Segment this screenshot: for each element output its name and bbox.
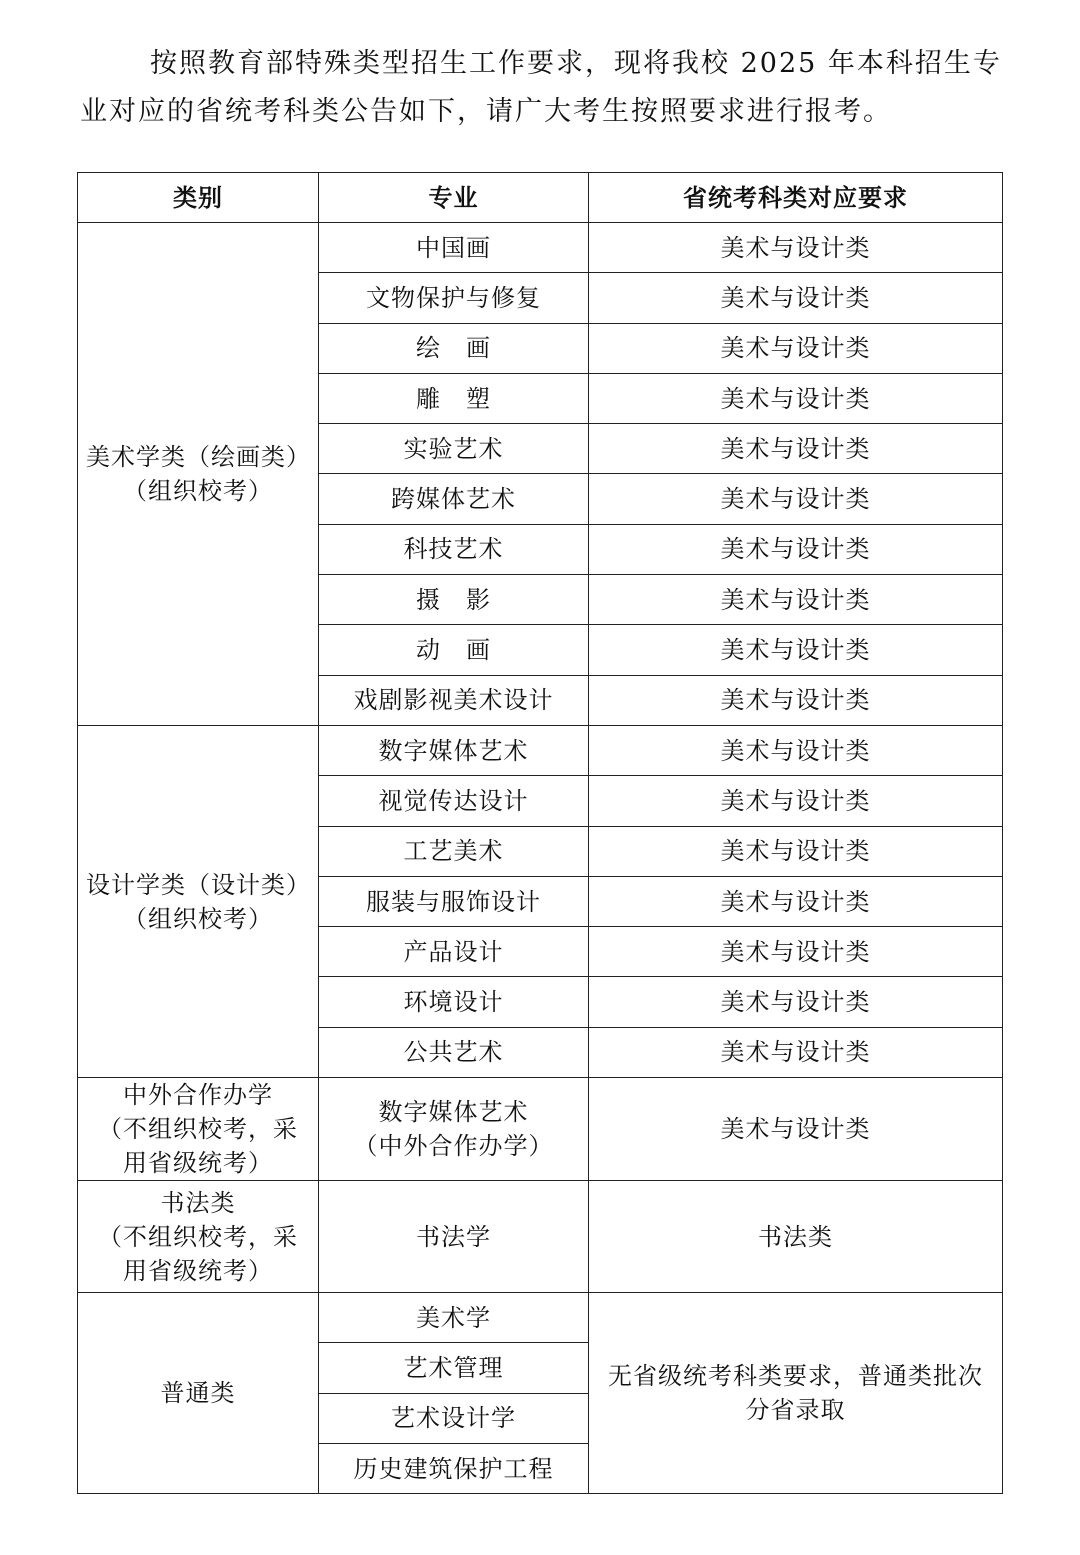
table-row bbox=[78, 1181, 1003, 1293]
category-line: 书法类 bbox=[160, 1188, 236, 1217]
major-cell: 书法学 bbox=[319, 1181, 589, 1293]
major-cell bbox=[319, 1078, 589, 1181]
major-line: 数字媒体艺术 bbox=[378, 1098, 529, 1127]
category-line: （不组织校考，采 bbox=[98, 1115, 298, 1144]
requirement-cell: 美术与设计类 bbox=[589, 1078, 1003, 1181]
major-cell: 动 画 bbox=[319, 625, 589, 675]
major-cell: 艺术管理 bbox=[319, 1343, 589, 1393]
requirement-cell: 书法类 bbox=[589, 1181, 1003, 1293]
category-line: （组织校考） bbox=[123, 904, 273, 933]
major-cell: 视觉传达设计 bbox=[319, 776, 589, 826]
requirement-line: 分省录取 bbox=[745, 1396, 846, 1425]
category-cell: 普通类 bbox=[78, 1293, 319, 1494]
table-row bbox=[78, 1293, 1003, 1343]
table-row bbox=[78, 725, 1003, 775]
requirement-cell: 美术与设计类 bbox=[589, 625, 1003, 675]
requirement-cell: 美术与设计类 bbox=[589, 776, 1003, 826]
major-cell: 产品设计 bbox=[319, 927, 589, 977]
category-line: 中外合作办学 bbox=[123, 1081, 273, 1110]
major-cell: 美术学 bbox=[319, 1293, 589, 1343]
category-line: 美术学类（绘画类） bbox=[86, 442, 311, 471]
major-cell: 实验艺术 bbox=[319, 424, 589, 474]
major-line: （中外合作办学） bbox=[353, 1132, 554, 1161]
requirement-cell: 美术与设计类 bbox=[589, 1027, 1003, 1077]
category-line: 用省级统考） bbox=[123, 1149, 273, 1178]
major-cell: 摄 影 bbox=[319, 575, 589, 625]
table-header-row bbox=[78, 173, 1003, 223]
category-line: （组织校考） bbox=[123, 476, 273, 505]
category-cell bbox=[78, 725, 319, 1077]
header-category: 类别 bbox=[78, 173, 319, 223]
requirement-cell: 美术与设计类 bbox=[589, 524, 1003, 574]
requirement-cell: 美术与设计类 bbox=[589, 323, 1003, 373]
major-cell: 中国画 bbox=[319, 223, 589, 273]
major-cell: 跨媒体艺术 bbox=[319, 474, 589, 524]
requirement-cell: 美术与设计类 bbox=[589, 575, 1003, 625]
table-row bbox=[78, 1078, 1003, 1181]
major-cell: 绘 画 bbox=[319, 323, 589, 373]
major-cell: 科技艺术 bbox=[319, 524, 589, 574]
major-requirement-table bbox=[77, 172, 1003, 1494]
major-cell: 服装与服饰设计 bbox=[319, 876, 589, 926]
category-cell bbox=[78, 1181, 319, 1293]
major-cell: 雕 塑 bbox=[319, 373, 589, 423]
major-cell: 文物保护与修复 bbox=[319, 273, 589, 323]
requirement-cell: 美术与设计类 bbox=[589, 424, 1003, 474]
major-cell: 工艺美术 bbox=[319, 826, 589, 876]
requirement-cell: 美术与设计类 bbox=[589, 876, 1003, 926]
requirement-cell: 美术与设计类 bbox=[589, 977, 1003, 1027]
intro-paragraph: 按照教育部特殊类型招生工作要求，现将我校 2025 年本科招生专业对应的省统考科类公告如下，请广大考生按照要求进行报考。 bbox=[80, 48, 1002, 127]
requirement-cell: 美术与设计类 bbox=[589, 373, 1003, 423]
requirement-cell: 美术与设计类 bbox=[589, 273, 1003, 323]
category-cell bbox=[78, 1078, 319, 1181]
requirement-line: 无省级统考科类要求，普通类批次 bbox=[608, 1362, 983, 1391]
header-major: 专业 bbox=[319, 173, 589, 223]
major-cell: 环境设计 bbox=[319, 977, 589, 1027]
requirement-cell bbox=[589, 1293, 1003, 1494]
category-line: 用省级统考） bbox=[123, 1256, 273, 1285]
requirement-cell: 美术与设计类 bbox=[589, 223, 1003, 273]
category-line: （不组织校考，采 bbox=[98, 1222, 298, 1251]
requirement-cell: 美术与设计类 bbox=[589, 474, 1003, 524]
requirement-cell: 美术与设计类 bbox=[589, 927, 1003, 977]
major-cell: 艺术设计学 bbox=[319, 1393, 589, 1443]
major-cell: 数字媒体艺术 bbox=[319, 725, 589, 775]
category-cell bbox=[78, 223, 319, 726]
major-cell: 历史建筑保护工程 bbox=[319, 1443, 589, 1493]
table-row bbox=[78, 223, 1003, 273]
requirement-cell: 美术与设计类 bbox=[589, 725, 1003, 775]
requirement-cell: 美术与设计类 bbox=[589, 675, 1003, 725]
major-cell: 戏剧影视美术设计 bbox=[319, 675, 589, 725]
header-requirement: 省统考科类对应要求 bbox=[589, 173, 1003, 223]
category-line: 设计学类（设计类） bbox=[86, 870, 311, 899]
major-cell: 公共艺术 bbox=[319, 1027, 589, 1077]
requirement-cell: 美术与设计类 bbox=[589, 826, 1003, 876]
